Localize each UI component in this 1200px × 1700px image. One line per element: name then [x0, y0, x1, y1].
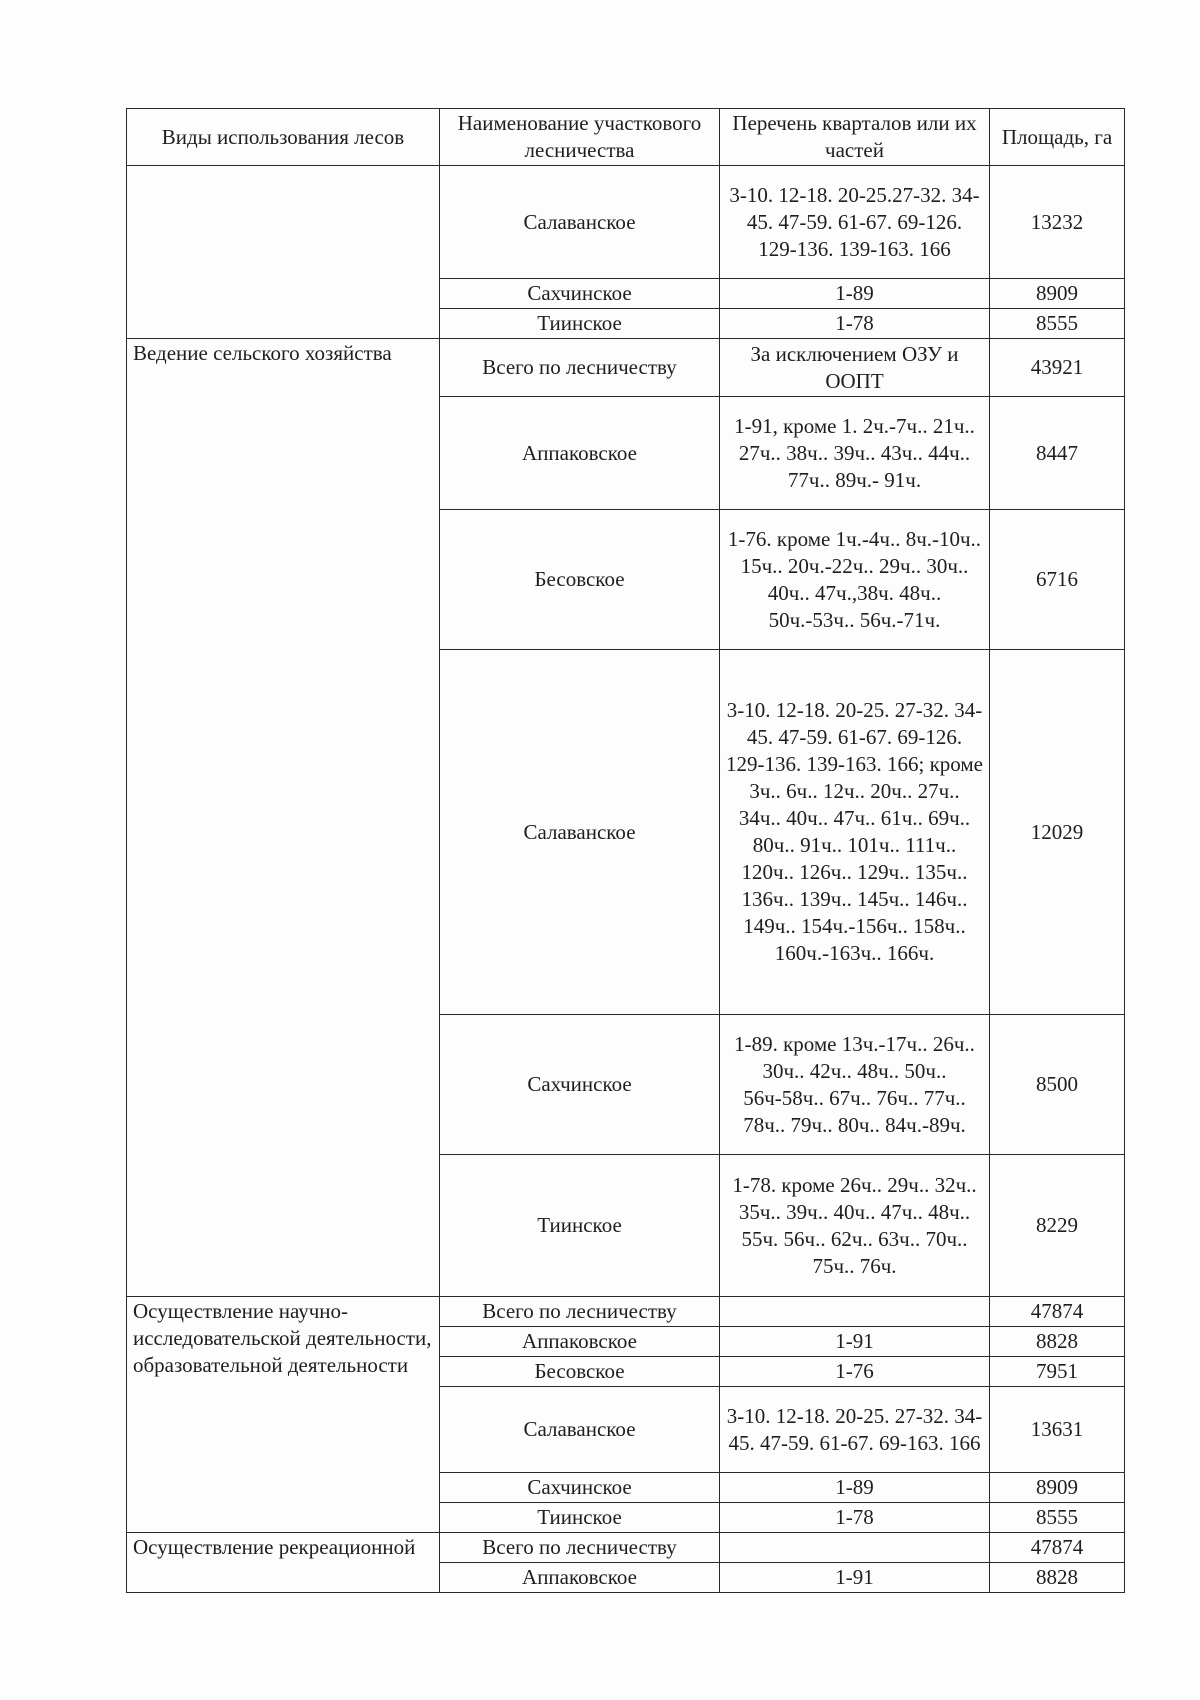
table-header-row	[127, 109, 1125, 166]
forestry-cell: Аппаковское	[440, 397, 720, 510]
area-cell: 8555	[990, 1503, 1125, 1533]
table-row	[127, 1533, 1125, 1563]
area-cell: 47874	[990, 1533, 1125, 1563]
quarters-cell	[720, 1297, 990, 1327]
forestry-cell: Бесовское	[440, 1357, 720, 1387]
quarters-cell: 3-10. 12-18. 20-25. 27-32. 34-45. 47-59. 61-67. 69-163. 166	[720, 1387, 990, 1473]
quarters-cell: 1-76. кроме 1ч.-4ч.. 8ч.-10ч.. 15ч.. 20ч.-22ч.. 29ч.. 30ч.. 40ч.. 47ч.,38ч. 48ч.. 50ч.-53ч.. 56ч.-71ч.	[720, 510, 990, 650]
table-row	[127, 166, 1125, 279]
forestry-cell: Аппаковское	[440, 1563, 720, 1593]
forestry-cell: Сахчинское	[440, 1015, 720, 1155]
quarters-cell: 3-10. 12-18. 20-25. 27-32. 34-45. 47-59. 61-67. 69-126. 129-136. 139-163. 166; кроме 3ч.. 6ч.. 12ч.. 20ч.. 27ч.. 34ч.. 40ч.. 47ч.. 61ч.. 69ч.. 80ч.. 91ч.. 101ч.. 111ч.. 120ч.. 126ч.. 129ч.. 135ч.. 136ч.. 139ч.. 145ч.. 146ч.. 149ч.. 154ч.-156ч.. 158ч.. 160ч.-163ч.. 166ч.	[720, 650, 990, 1015]
forest-use-table	[126, 108, 1125, 1593]
quarters-cell: 1-89	[720, 1473, 990, 1503]
forestry-cell: Салаванское	[440, 1387, 720, 1473]
forestry-cell: Салаванское	[440, 166, 720, 279]
area-cell: 47874	[990, 1297, 1125, 1327]
area-cell: 8828	[990, 1563, 1125, 1593]
quarters-cell: За исключением ОЗУ и ООПТ	[720, 339, 990, 397]
quarters-cell: 1-78	[720, 309, 990, 339]
header-quarters: Перечень кварталов или их частей	[720, 109, 990, 166]
quarters-cell: 1-91, кроме 1. 2ч.-7ч.. 21ч.. 27ч.. 38ч.. 39ч.. 43ч.. 44ч.. 77ч.. 89ч.- 91ч.	[720, 397, 990, 510]
area-cell: 13631	[990, 1387, 1125, 1473]
forestry-cell: Бесовское	[440, 510, 720, 650]
forestry-cell: Всего по лесничеству	[440, 339, 720, 397]
area-cell: 8909	[990, 1473, 1125, 1503]
area-cell: 8909	[990, 279, 1125, 309]
forestry-cell: Тиинское	[440, 1503, 720, 1533]
quarters-cell	[720, 1533, 990, 1563]
header-area: Площадь, га	[990, 109, 1125, 166]
area-cell: 8447	[990, 397, 1125, 510]
quarters-cell: 3-10. 12-18. 20-25.27-32. 34-45. 47-59. 61-67. 69-126. 129-136. 139-163. 166	[720, 166, 990, 279]
forestry-cell: Салаванское	[440, 650, 720, 1015]
use-type-cell: Ведение сельского хозяйства	[127, 339, 440, 1297]
quarters-cell: 1-91	[720, 1327, 990, 1357]
area-cell: 8828	[990, 1327, 1125, 1357]
forestry-cell: Всего по лесничеству	[440, 1297, 720, 1327]
quarters-cell: 1-78	[720, 1503, 990, 1533]
quarters-cell: 1-78. кроме 26ч.. 29ч.. 32ч.. 35ч.. 39ч.. 40ч.. 47ч.. 48ч.. 55ч. 56ч.. 62ч.. 63ч.. 70ч.. 75ч.. 76ч.	[720, 1155, 990, 1297]
quarters-cell: 1-89	[720, 279, 990, 309]
quarters-cell: 1-91	[720, 1563, 990, 1593]
area-cell: 6716	[990, 510, 1125, 650]
header-forestry: Наименование участкового лесничества	[440, 109, 720, 166]
forestry-cell: Сахчинское	[440, 1473, 720, 1503]
table-row	[127, 1297, 1125, 1327]
use-type-cell	[127, 166, 440, 339]
header-use: Виды использования лесов	[127, 109, 440, 166]
forestry-cell: Тиинское	[440, 1155, 720, 1297]
area-cell: 7951	[990, 1357, 1125, 1387]
forestry-cell: Тиинское	[440, 309, 720, 339]
area-cell: 8229	[990, 1155, 1125, 1297]
area-cell: 13232	[990, 166, 1125, 279]
quarters-cell: 1-89. кроме 13ч.-17ч.. 26ч.. 30ч.. 42ч.. 48ч.. 50ч.. 56ч-58ч.. 67ч.. 76ч.. 77ч.. 78ч.. 79ч.. 80ч.. 84ч.-89ч.	[720, 1015, 990, 1155]
forestry-cell: Сахчинское	[440, 279, 720, 309]
table-row	[127, 339, 1125, 397]
area-cell: 43921	[990, 339, 1125, 397]
forestry-cell: Аппаковское	[440, 1327, 720, 1357]
area-cell: 8500	[990, 1015, 1125, 1155]
use-type-cell: Осуществление научно-исследовательской деятельности, образовательной деятельности	[127, 1297, 440, 1533]
quarters-cell: 1-76	[720, 1357, 990, 1387]
forestry-cell: Всего по лесничеству	[440, 1533, 720, 1563]
use-type-cell: Осуществление рекреационной	[127, 1533, 440, 1593]
area-cell: 12029	[990, 650, 1125, 1015]
area-cell: 8555	[990, 309, 1125, 339]
